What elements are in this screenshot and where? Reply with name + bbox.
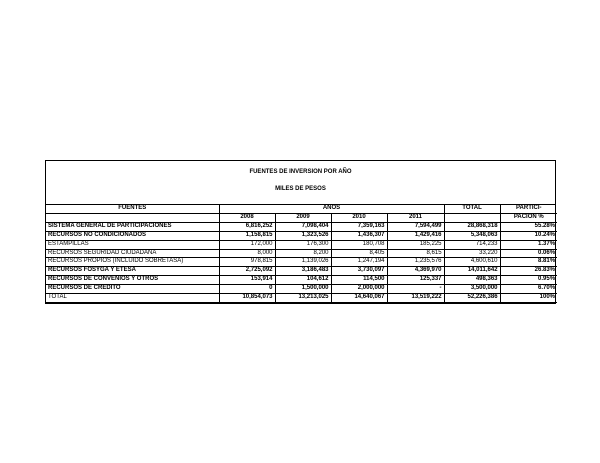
cell-total: 714,233 [444, 240, 500, 249]
table-row [46, 285, 557, 294]
table-row [46, 240, 557, 249]
cell-2010: 180,708 [331, 240, 387, 249]
row-label: TOTAL [46, 294, 219, 303]
header-blank [46, 213, 219, 222]
cell-pct: 0.95% [500, 276, 557, 285]
cell-total: 14,011,642 [444, 267, 500, 276]
cell-2009: 1,323,526 [275, 231, 331, 240]
cell-2008: 10,854,073 [219, 294, 275, 303]
cell-2010: 7,359,163 [331, 222, 387, 231]
cell-2009: 1,500,000 [275, 285, 331, 294]
header-anos: AÑOS [219, 205, 444, 213]
cell-2011: 4,369,970 [387, 267, 444, 276]
cell-2011: 1,235,576 [387, 258, 444, 267]
cell-total: 4,600,610 [444, 258, 500, 267]
row-label: SISTEMA GENERAL DE PARTICIPACIONES [46, 222, 219, 231]
cell-total: 498,363 [444, 276, 500, 285]
cell-pct: 26.83% [500, 267, 557, 276]
header-year: 2008 [219, 213, 275, 222]
header-row-2 [46, 213, 557, 222]
cell-pct: 55.28% [500, 222, 557, 231]
cell-2008: 172,000 [219, 240, 275, 249]
cell-2010: 3,730,097 [331, 267, 387, 276]
cell-2008: 6,816,252 [219, 222, 275, 231]
table-row [46, 267, 557, 276]
row-label: RECURSOS FOSYGA Y ETESA [46, 267, 219, 276]
cell-pct: 8.81% [500, 258, 557, 267]
cell-2010: 1,247,194 [331, 258, 387, 267]
table-subtitle: MILES DE PESOS [275, 186, 326, 192]
header-year: 2010 [331, 213, 387, 222]
spreadsheet [45, 160, 556, 304]
cell-2011: 185,225 [387, 240, 444, 249]
cell-2009: 1,139,026 [275, 258, 331, 267]
cell-2008: 978,815 [219, 258, 275, 267]
header-partic-2: PACION % [500, 213, 557, 222]
header-year: 2011 [387, 213, 444, 222]
row-label: RECURSOS NO CONDICIONADOS [46, 231, 219, 240]
cell-2009: 13,213,025 [275, 294, 331, 303]
cell-2008: 8,000 [219, 249, 275, 258]
cell-2009: 3,186,483 [275, 267, 331, 276]
header-year: 2009 [275, 213, 331, 222]
cell-pct: 6.70% [500, 285, 557, 294]
cell-2010: 14,640,067 [331, 294, 387, 303]
row-label: RECURSOS SEGURIDAD CIUDADANA [46, 249, 219, 258]
table-title: FUENTES DE INVERSION POR AÑO [249, 169, 352, 175]
cell-pct: 0.06% [500, 249, 557, 258]
cell-total: 3,500,000 [444, 285, 500, 294]
cell-2009: 104,612 [275, 276, 331, 285]
table-row [46, 222, 557, 231]
header-row-1 [46, 205, 557, 213]
cell-2009: 8,200 [275, 249, 331, 258]
cell-2011: 7,594,499 [387, 222, 444, 231]
header-partic-1: PARTICI- [500, 205, 557, 213]
cell-2010: 2,000,000 [331, 285, 387, 294]
cell-2011: - [387, 285, 444, 294]
cell-2010: 1,436,307 [331, 231, 387, 240]
table-row [46, 231, 557, 240]
cell-2008: 2,725,092 [219, 267, 275, 276]
cell-pct: 1.37% [500, 240, 557, 249]
cell-2010: 8,405 [331, 249, 387, 258]
cell-total: 33,220 [444, 249, 500, 258]
header-blank [444, 213, 500, 222]
header-fuentes: FUENTES [46, 205, 219, 213]
cell-total: 5,348,063 [444, 231, 500, 240]
cell-total: 28,868,318 [444, 222, 500, 231]
cell-2008: 153,914 [219, 276, 275, 285]
cell-2009: 176,300 [275, 240, 331, 249]
cell-pct: 100% [500, 294, 557, 303]
cell-2009: 7,098,404 [275, 222, 331, 231]
investment-table [46, 205, 557, 303]
row-label: ESTAMPILLAS [46, 240, 219, 249]
table-row [46, 294, 557, 303]
cell-2011: 125,337 [387, 276, 444, 285]
cell-2011: 8,615 [387, 249, 444, 258]
row-label: RECURSOS DE CREDITO [46, 285, 219, 294]
row-label: RECURSOS PROPIOS (INCLUIDO SOBRETASA) [46, 258, 219, 267]
cell-2011: 1,429,416 [387, 231, 444, 240]
cell-2010: 114,500 [331, 276, 387, 285]
table-row [46, 249, 557, 258]
table-row [46, 276, 557, 285]
cell-pct: 10.24% [500, 231, 557, 240]
header-total: TOTAL [444, 205, 500, 213]
cell-total: 52,226,386 [444, 294, 500, 303]
table-row [46, 258, 557, 267]
row-label: RECURSOS DE CONVENIOS Y OTROS [46, 276, 219, 285]
cell-2008: 1,158,815 [219, 231, 275, 240]
cell-2008: 0 [219, 285, 275, 294]
cell-2011: 13,519,222 [387, 294, 444, 303]
title-block [46, 161, 555, 205]
